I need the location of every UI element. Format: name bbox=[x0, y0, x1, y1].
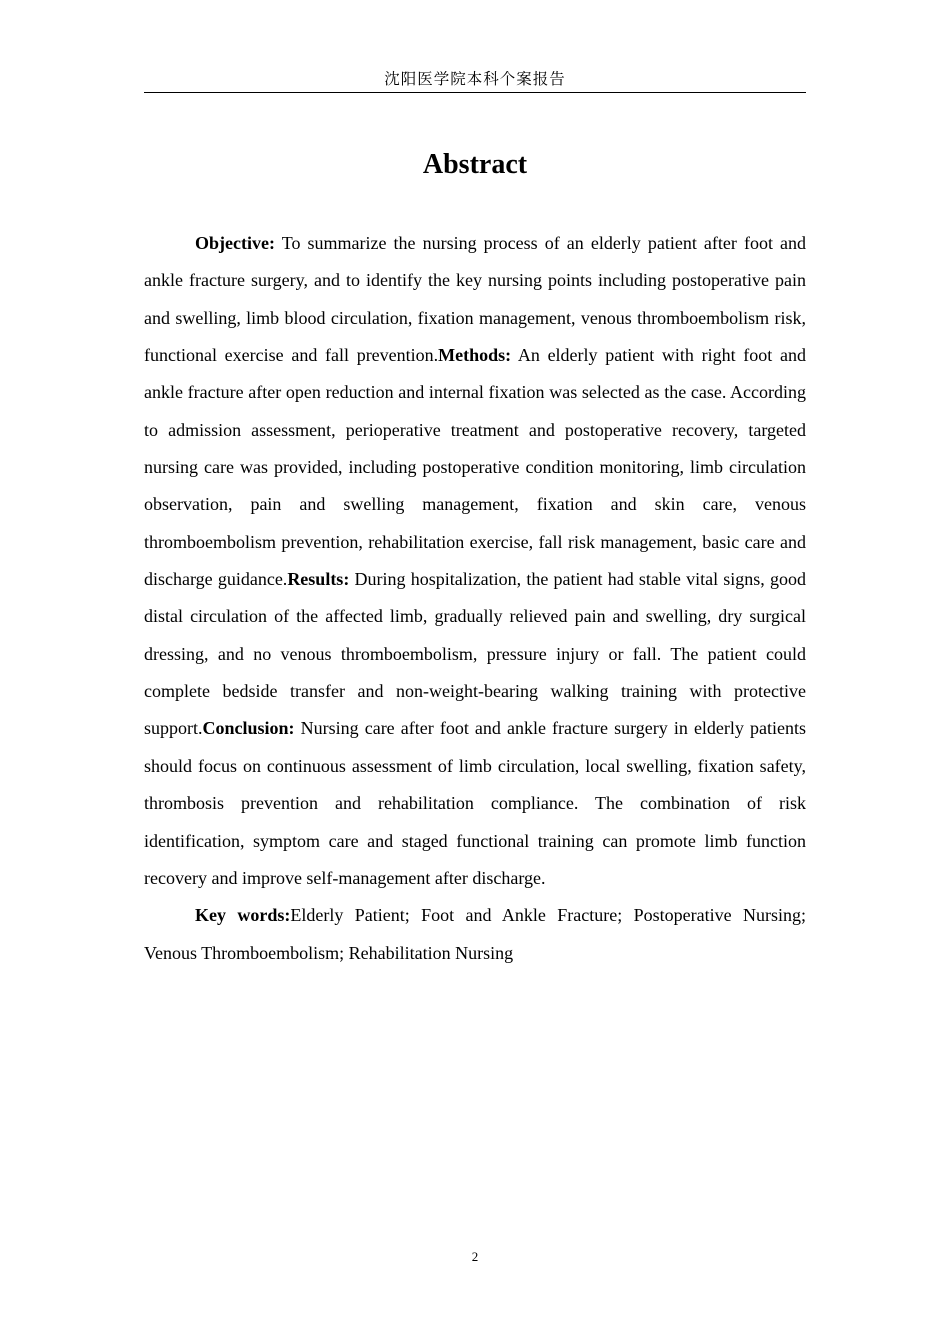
keywords-label: Key words: bbox=[195, 905, 291, 926]
keywords-text: Elderly Patient; Foot and Ankle Fracture; Postoperative Nursing; Venous Thromboembolism; Rehabilitation Nursing bbox=[144, 905, 806, 963]
methods-text: An elderly patient with right foot and ankle fracture after open reduction and internal fixation was selected as the case. According to admission assessment, perioperative treatment and postoperative recovery, targeted nursing care was provided, including postoperative condition monitoring, limb circulation observation, pain and swelling management, fixation and skin care, venous thromboembolism prevention, rehabilitation exercise, fall risk management, basic care and discharge guidance. bbox=[144, 345, 806, 590]
abstract-paragraph bbox=[144, 225, 806, 897]
results-label: Results: bbox=[287, 569, 350, 590]
keywords-paragraph bbox=[144, 897, 806, 972]
objective-text: To summarize the nursing process of an elderly patient after foot and ankle fracture surgery, and to identify the key nursing points including postoperative pain and swelling, limb blood circulation, fixation management, venous thromboembolism risk, functional exercise and fall prevention. bbox=[144, 233, 806, 366]
conclusion-label: Conclusion: bbox=[202, 718, 295, 739]
objective-label: Objective: bbox=[195, 233, 275, 253]
abstract-body bbox=[144, 225, 806, 972]
conclusion-text: Nursing care after foot and ankle fracture surgery in elderly patients should focus on continuous assessment of limb circulation, local swelling, fixation safety, thrombosis prevention and rehabilitation compliance. The combination of risk identification, symptom care and staged functional training can promote limb function recovery and improve self-management after discharge. bbox=[144, 718, 806, 888]
results-text: During hospitalization, the patient had stable vital signs, good distal circulation of the affected limb, gradually relieved pain and swelling, dry surgical dressing, and no venous thromboembolism, pressure injury or fall. The patient could complete bedside transfer and non-weight-bearing walking training with protective support. bbox=[144, 569, 806, 739]
header-text: 沈阳医学院本科个案报告 bbox=[384, 70, 566, 88]
abstract-title: Abstract bbox=[422, 149, 528, 180]
page-number: 2 bbox=[471, 1249, 479, 1264]
methods-label: Methods: bbox=[438, 345, 512, 366]
page-header bbox=[144, 68, 806, 93]
